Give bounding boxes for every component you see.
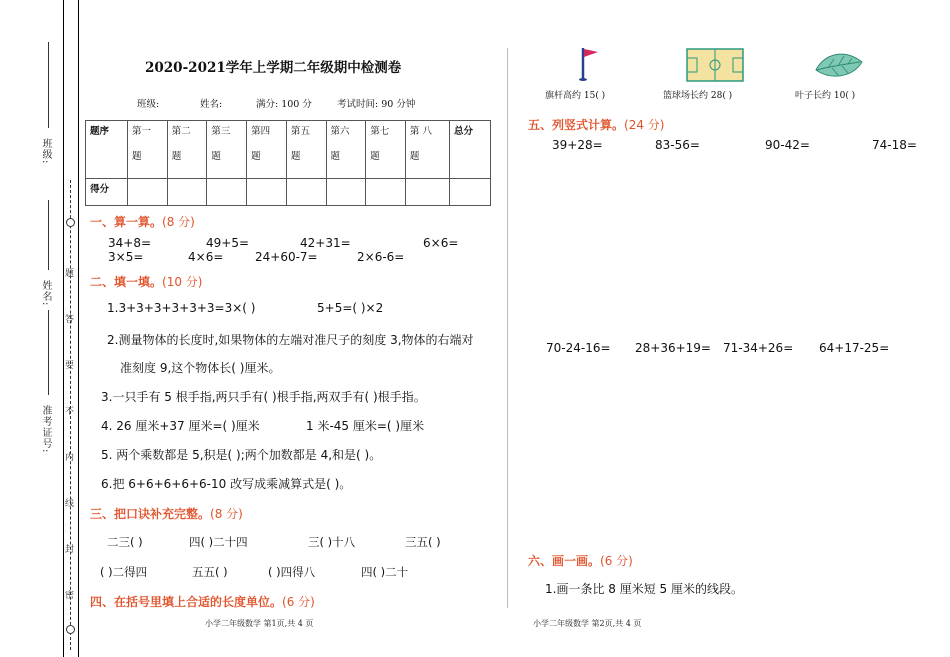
problem: 49+5= bbox=[206, 236, 250, 250]
problem: 4×6= bbox=[188, 250, 224, 264]
score-table bbox=[85, 120, 491, 206]
section-6-title: 六、画一画。(6 分) bbox=[528, 554, 633, 568]
score-cell[interactable] bbox=[450, 179, 491, 206]
fill-question: 2.测量物体的长度时,如果物体的左端对准尺子的刻度 3,物体的右端对 bbox=[107, 333, 474, 347]
section-3-title: 三、把口诀补充完整。(8 分) bbox=[90, 507, 243, 521]
binding-hole-icon bbox=[66, 218, 75, 227]
vertical-calc-problem: 70-24-16= bbox=[546, 341, 611, 355]
name-underline bbox=[48, 200, 49, 270]
score-table-column: 第七 题 bbox=[366, 121, 406, 179]
fill-question: 5. 两个乘数都是 5,积是( );两个加数都是 4,和是( )。 bbox=[101, 448, 382, 462]
fill-question: 准刻度 9,这个物体长( )厘米。 bbox=[120, 361, 281, 375]
score-table-row-label: 得分 bbox=[86, 179, 128, 206]
name-label: 姓名: bbox=[40, 280, 51, 307]
vertical-calc-problem: 39+28= bbox=[552, 138, 603, 152]
problem: 34+8= bbox=[108, 236, 152, 250]
score-cell[interactable] bbox=[128, 179, 168, 206]
multiplication-rhyme: 五五( ) bbox=[192, 565, 228, 579]
section-5-title: 五、列竖式计算。(24 分) bbox=[528, 118, 665, 132]
multiplication-rhyme: 四( )二十 bbox=[361, 565, 409, 579]
multiplication-rhyme: 三五( ) bbox=[405, 535, 441, 549]
multiplication-rhyme: ( )二得四 bbox=[100, 565, 148, 579]
margin-border-right bbox=[78, 0, 79, 657]
score-table-total-label: 总分 bbox=[450, 121, 491, 179]
full-score-label: 满分: 100 分 bbox=[256, 99, 312, 110]
multiplication-rhyme: 二三( ) bbox=[107, 535, 143, 549]
score-cell[interactable] bbox=[405, 179, 449, 206]
score-cell[interactable] bbox=[366, 179, 406, 206]
score-table-column: 第 八 题 bbox=[405, 121, 449, 179]
class-underline bbox=[48, 42, 49, 128]
exam-time-label: 考试时间: 90 分钟 bbox=[337, 99, 416, 110]
score-table-column: 第六 题 bbox=[326, 121, 366, 179]
score-table-column: 第五 题 bbox=[286, 121, 326, 179]
draw-question: 1.画一条比 8 厘米短 5 厘米的线段。 bbox=[545, 582, 743, 596]
multiplication-rhyme: ( )四得八 bbox=[268, 565, 316, 579]
exam-number-underline bbox=[48, 310, 49, 395]
fill-question: 5+5=( )×2 bbox=[317, 301, 384, 315]
seal-char: 要 bbox=[65, 361, 75, 371]
score-table-column: 第四 题 bbox=[247, 121, 287, 179]
fill-question: 1 米-45 厘米=( )厘米 bbox=[306, 419, 425, 433]
section-2-title: 二、填一填。(10 分) bbox=[90, 275, 203, 289]
footer-page-1: 小学二年级数学 第1页,共 4 页 bbox=[205, 619, 314, 628]
problem: 42+31= bbox=[300, 236, 351, 250]
flagpole-icon bbox=[578, 46, 602, 82]
score-table-column: 第三 题 bbox=[207, 121, 247, 179]
score-cell[interactable] bbox=[286, 179, 326, 206]
seal-char: 线 bbox=[65, 499, 75, 509]
problem: 2×6-6= bbox=[357, 250, 405, 264]
seal-char: 题 bbox=[65, 269, 75, 279]
score-cell[interactable] bbox=[207, 179, 247, 206]
fill-question: 6.把 6+6+6+6+6-10 改写成乘减算式是( )。 bbox=[101, 477, 352, 491]
binding-hole-icon bbox=[66, 625, 75, 634]
exam-number-label: 准考证号: bbox=[40, 405, 51, 454]
section-4-title: 四、在括号里填上合适的长度单位。(6 分) bbox=[90, 595, 315, 609]
vertical-calc-problem: 71-34+26= bbox=[723, 341, 794, 355]
picture-label: 篮球场长约 28( ) bbox=[663, 91, 733, 101]
vertical-calc-problem: 90-42= bbox=[765, 138, 810, 152]
vertical-calc-problem: 64+17-25= bbox=[819, 341, 890, 355]
fill-question: 1.3+3+3+3+3+3=3×( ) bbox=[107, 301, 256, 315]
vertical-calc-problem: 74-18= bbox=[872, 138, 917, 152]
page-separator bbox=[507, 48, 508, 608]
vertical-calc-problem: 83-56= bbox=[655, 138, 700, 152]
score-cell[interactable] bbox=[326, 179, 366, 206]
footer-page-2: 小学二年级数学 第2页,共 4 页 bbox=[533, 619, 642, 628]
problem: 3×5= bbox=[108, 250, 144, 264]
seal-char: 内 bbox=[65, 453, 75, 463]
score-cell[interactable] bbox=[247, 179, 287, 206]
section-1-title: 一、算一算。(8 分) bbox=[90, 215, 195, 229]
picture-label: 旗杆高约 15( ) bbox=[545, 91, 606, 101]
seal-char: 封 bbox=[65, 545, 75, 555]
score-table-column: 第一 题 bbox=[128, 121, 168, 179]
problem: 6×6= bbox=[423, 236, 459, 250]
score-table-row-label: 题序 bbox=[86, 121, 128, 179]
class-field-label: 班级: bbox=[137, 99, 160, 110]
score-table-column: 第二 题 bbox=[167, 121, 207, 179]
margin-border-left bbox=[63, 0, 64, 657]
vertical-calc-problem: 28+36+19= bbox=[635, 341, 711, 355]
seal-char: 密 bbox=[65, 591, 75, 601]
seal-char: 不 bbox=[65, 407, 75, 417]
name-field-label: 姓名: bbox=[200, 99, 223, 110]
problem: 24+60-7= bbox=[255, 250, 318, 264]
page-title: 2020-2021学年上学期二年级期中检测卷 bbox=[145, 60, 402, 76]
seal-char: 答 bbox=[65, 315, 75, 325]
score-cell[interactable] bbox=[167, 179, 207, 206]
fill-question: 4. 26 厘米+37 厘米=( )厘米 bbox=[101, 419, 260, 433]
multiplication-rhyme: 三( )十八 bbox=[308, 535, 356, 549]
picture-label: 叶子长约 10( ) bbox=[795, 91, 856, 101]
class-label: 班级: bbox=[40, 138, 51, 165]
basketball-court-icon bbox=[686, 48, 744, 82]
multiplication-rhyme: 四( )二十四 bbox=[189, 535, 248, 549]
leaf-icon bbox=[814, 50, 864, 82]
fill-question: 3.一只手有 5 根手指,两只手有( )根手指,两双手有( )根手指。 bbox=[101, 390, 426, 404]
